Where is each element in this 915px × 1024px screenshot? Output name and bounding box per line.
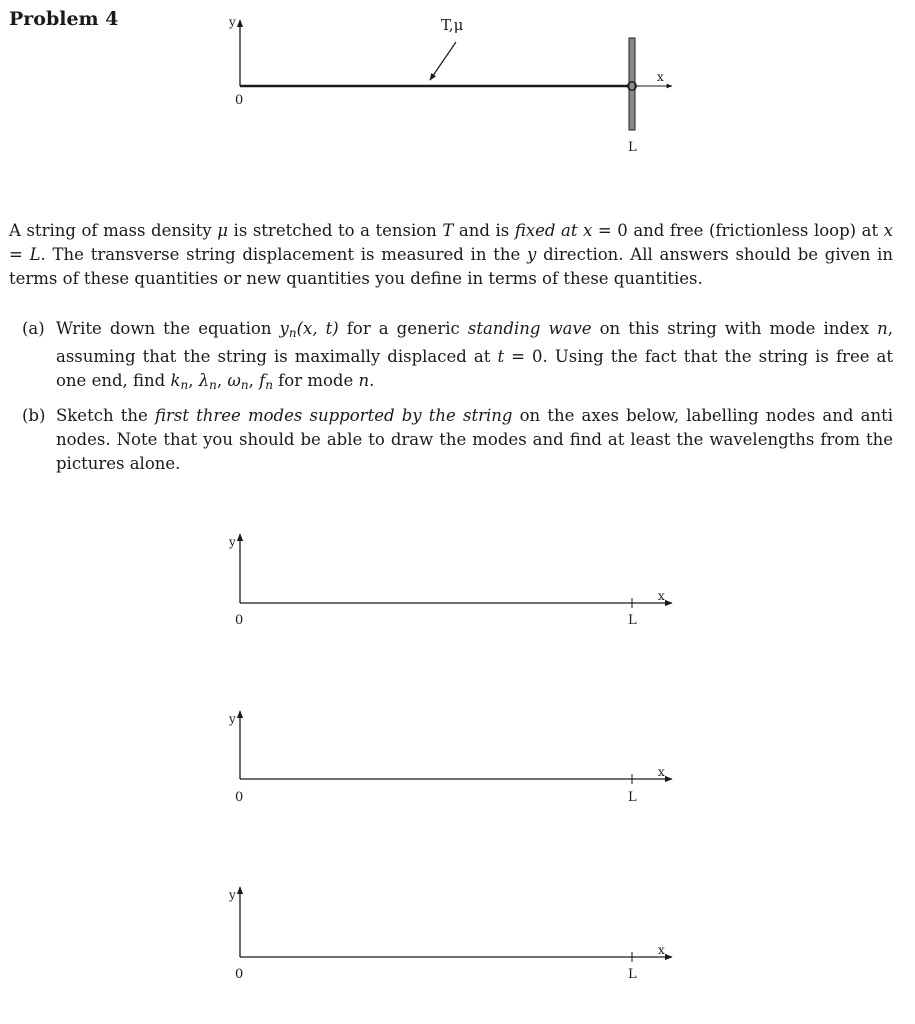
math-y: y — [527, 245, 537, 264]
math-y: y — [279, 319, 289, 338]
text-run: on the axes below, labelling nodes and anti nodes. Note that you should be able to draw the modes and find at least the wavelengths from the pictures alone. — [56, 406, 893, 473]
y-axis-label: y — [229, 535, 236, 549]
text-run: for mode — [272, 371, 359, 390]
math-sub: n — [209, 378, 217, 392]
origin-label: 0 — [235, 93, 244, 108]
x-axis-label: x — [658, 943, 665, 957]
text-run: Write down the equation — [56, 319, 280, 338]
part-b-label: (b) — [22, 406, 46, 425]
origin-label: 0 — [235, 967, 244, 982]
math-sub: n — [180, 378, 189, 392]
part-a — [22, 317, 893, 397]
text-run: A string of mass density — [9, 221, 218, 240]
text-run: . Using the fact that the string is free at one end, find — [56, 347, 894, 390]
end-label-L: L — [628, 790, 637, 805]
origin-label: 0 — [235, 790, 244, 805]
math-args: (x, t) — [296, 319, 339, 338]
string-pointer-arrow — [430, 42, 456, 80]
emphasis-fixed: fixed at — [514, 221, 584, 240]
tension-density-label: T,μ — [441, 16, 464, 34]
string-diagram — [228, 15, 672, 155]
part-a-label: (a) — [22, 319, 45, 338]
math-eq: = 0 — [592, 221, 628, 240]
math-lambda: λ — [198, 371, 210, 390]
math-sub: n — [288, 326, 297, 340]
y-axis-label: y — [229, 712, 236, 726]
part-b-text — [56, 404, 893, 476]
text-run: direction. All answers should be given in terms of these quantities or new quantities you define in terms of these quantities. — [9, 245, 893, 288]
text-run: , assuming that the string is maximally displaced at — [56, 319, 893, 366]
math-eq: = L — [9, 245, 41, 264]
part-a-text — [56, 317, 893, 397]
comma: , — [248, 371, 260, 390]
math-n: n — [358, 371, 370, 390]
math-sub: n — [265, 378, 273, 392]
text-run: Sketch the — [56, 406, 155, 425]
math-x: x — [583, 221, 593, 240]
y-axis-label: y — [229, 15, 236, 29]
math-T: T — [442, 221, 454, 240]
math-sub: n — [240, 378, 249, 392]
x-axis-label: x — [657, 70, 664, 84]
frictionless-rod — [629, 38, 635, 130]
math-omega: ω — [227, 371, 241, 390]
math-n: n — [877, 319, 888, 338]
math-mu: μ — [217, 221, 228, 240]
problem-title: Problem 4 — [9, 8, 119, 30]
text-run: on this string with mode index — [591, 319, 878, 338]
x-axis-label: x — [658, 589, 665, 603]
comma: , — [188, 371, 199, 390]
math-k: k — [170, 371, 181, 390]
problem-statement — [9, 219, 893, 291]
part-b — [22, 404, 893, 476]
y-axis-label: y — [229, 888, 236, 902]
end-label-L: L — [628, 967, 637, 982]
text-run: and free (frictionless loop) at — [627, 221, 884, 240]
math-f: f — [259, 371, 266, 390]
comma: , — [216, 371, 228, 390]
math-t: t — [497, 347, 505, 366]
end-label-L: L — [628, 140, 637, 155]
text-run: . — [369, 371, 375, 390]
mode-axes-3 — [228, 887, 672, 982]
x-axis-label: x — [658, 765, 665, 779]
math-eq: = 0 — [504, 347, 543, 366]
text-run: and is — [453, 221, 515, 240]
text-run: for a generic — [338, 319, 468, 338]
text-run: is stretched to a tension — [227, 221, 443, 240]
mode-axes-1 — [228, 534, 672, 628]
emphasis-standing-wave: standing wave — [467, 319, 592, 338]
text-run: . The transverse string displacement is measured in the — [40, 245, 527, 264]
mode-axes-2 — [228, 711, 672, 805]
math-x: x — [883, 221, 893, 240]
origin-label: 0 — [235, 613, 244, 628]
end-label-L: L — [628, 613, 637, 628]
emphasis-first-three-modes: first three modes supported by the string — [154, 406, 513, 425]
